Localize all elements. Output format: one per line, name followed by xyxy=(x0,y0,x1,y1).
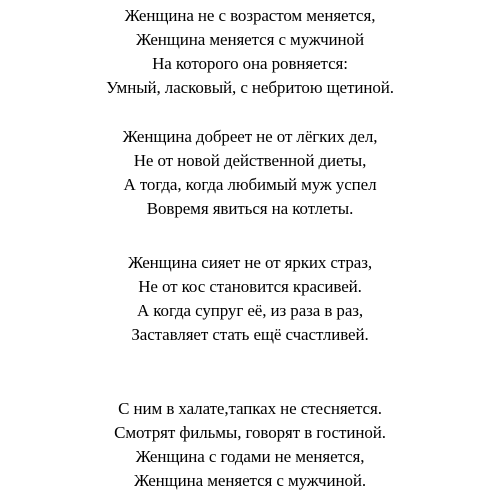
poem-line: А тогда, когда любимый муж успел xyxy=(123,175,377,194)
poem-line: Женщина добреет не от лёгких дел, xyxy=(122,127,378,146)
stanza-2 xyxy=(0,125,500,221)
poem-line: Не от новой действенной диеты, xyxy=(133,151,367,170)
poem-line: Женщина меняется с мужчиной. xyxy=(133,471,367,490)
poem-line: Женщина с годами не меняется, xyxy=(135,447,365,466)
poem-line: А когда супруг её, из раза в раз, xyxy=(136,301,364,320)
poem-line: Не от кос становится красивей. xyxy=(138,277,362,296)
stanza-4 xyxy=(0,397,500,493)
poem-line: С ним в халате,тапках не стесняется. xyxy=(118,399,382,418)
poem-line: Заставляет стать ещё счастливей. xyxy=(131,325,369,344)
poem-line: Умный, ласковый, с небритою щетиной. xyxy=(106,78,394,97)
poem-line: Смотрят фильмы, говорят в гостиной. xyxy=(114,423,386,442)
stanza-1 xyxy=(0,4,500,100)
poem-line: Женщина не с возрастом меняется, xyxy=(124,6,376,25)
poem-line: Женщина сияет не от ярких страз, xyxy=(127,253,373,272)
poem-line: Женщина меняется с мужчиной xyxy=(136,30,364,49)
poem-line: На которого она ровняется: xyxy=(152,54,348,73)
poem-line: Вовремя явиться на котлеты. xyxy=(146,199,354,218)
stanza-3 xyxy=(0,251,500,347)
